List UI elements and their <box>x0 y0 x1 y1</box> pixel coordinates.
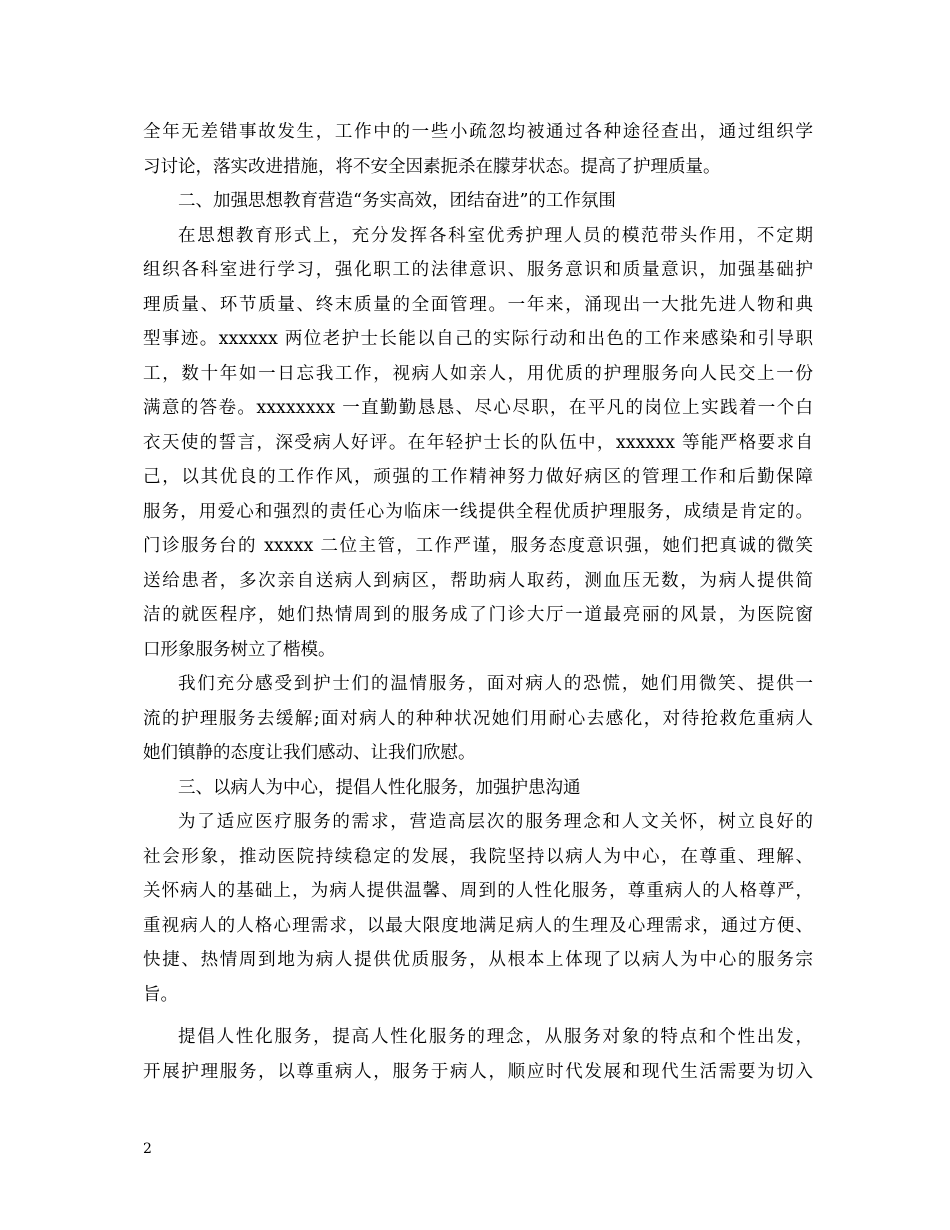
text-line: 送给患者，多次亲自送病人到病区，帮助病人取药，测血压无数，为病人提供简 <box>143 570 813 591</box>
text-line: 重视病人的人格心理需求，以最大限度地满足病人的生理及心理需求，通过方便、 <box>143 915 813 936</box>
text-line: 流的护理服务去缓解;面对病人的种种状况她们用耐心去感化，对待抢救危重病人 <box>143 708 813 729</box>
text-line: 型事迹。xxxxxx 两位老护士长能以自己的实际行动和出色的工作来感染和引导职 <box>143 329 813 349</box>
text-line: 衣天使的誓言，深受病人好评。在年轻护士长的队伍中，xxxxxx 等能严格要求自 <box>143 432 813 453</box>
text-line: 口形象服务树立了楷模。 <box>143 639 336 660</box>
text-line: 她们镇静的态度让我们感动、让我们欣慰。 <box>143 743 476 763</box>
body-text <box>143 115 813 1089</box>
text-line: 组织各科室进行学习，强化职工的法律意识、服务意识和质量意识，加强基础护 <box>143 260 813 280</box>
text-line: 二、加强思想教育营造“务实高效，团结奋进”的工作氛围 <box>178 191 616 211</box>
text-line: 旨。 <box>143 984 178 1005</box>
text-line: 在思想教育形式上，充分发挥各科室优秀护理人员的模范带头作用，不定期 <box>178 225 813 246</box>
text-line: 关怀病人的基础上，为病人提供温馨、周到的人性化服务，尊重病人的人格尊严， <box>143 881 813 901</box>
text-line: 社会形象，推动医院持续稳定的发展，我院坚持以病人为中心，在尊重、理解、 <box>143 846 813 867</box>
text-line: 理质量、环节质量、终末质量的全面管理。一年来，涌现出一大批先进人物和典 <box>143 294 813 315</box>
text-line: 己，以其优良的工作作风，顽强的工作精神努力做好病区的管理工作和后勤保障 <box>143 467 813 487</box>
text-line: 为了适应医疗服务的需求，营造高层次的服务理念和人文关怀，树立良好的 <box>178 812 813 832</box>
text-line: 提倡人性化服务，提高人性化服务的理念，从服务对象的特点和个性出发， <box>178 1027 813 1047</box>
text-line: 习讨论，落实改进措施，将不安全因素扼杀在朦芽状态。提高了护理质量。 <box>143 156 721 177</box>
text-line: 三、以病人为中心，提倡人性化服务，加强护患沟通 <box>178 777 581 798</box>
text-line: 工，数十年如一日忘我工作，视病人如亲人，用优质的护理服务向人民交上一份 <box>143 363 813 384</box>
text-line: 全年无差错事故发生，工作中的一些小疏忽均被通过各种途径查出，通过组织学 <box>143 122 813 142</box>
text-line: 满意的答卷。xxxxxxxx 一直勤勤恳恳、尽心尽职，在平凡的岗位上实践着一个白 <box>143 398 813 418</box>
text-line: 洁的就医程序，她们热情周到的服务成了门诊大厅一道最亮丽的风景，为医院窗 <box>143 605 813 625</box>
text-line: 服务，用爱心和强烈的责任心为临床一线提供全程优质护理服务，成绩是肯定的。 <box>143 501 813 522</box>
text-line: 快捷、热情周到地为病人提供优质服务，从根本上体现了以病人为中心的服务宗 <box>143 950 813 970</box>
text-line: 我们充分感受到护士们的温情服务，面对病人的恐慌，她们用微笑、提供一 <box>178 674 813 694</box>
text-line: 门诊服务台的 xxxxx 二位主管，工作严谨，服务态度意识强，她们把真诚的微笑 <box>143 536 813 556</box>
page-number: 2 <box>143 1141 152 1157</box>
text-line: 开展护理服务，以尊重病人，服务于病人，顺应时代发展和现代生活需要为切入 <box>143 1061 813 1082</box>
